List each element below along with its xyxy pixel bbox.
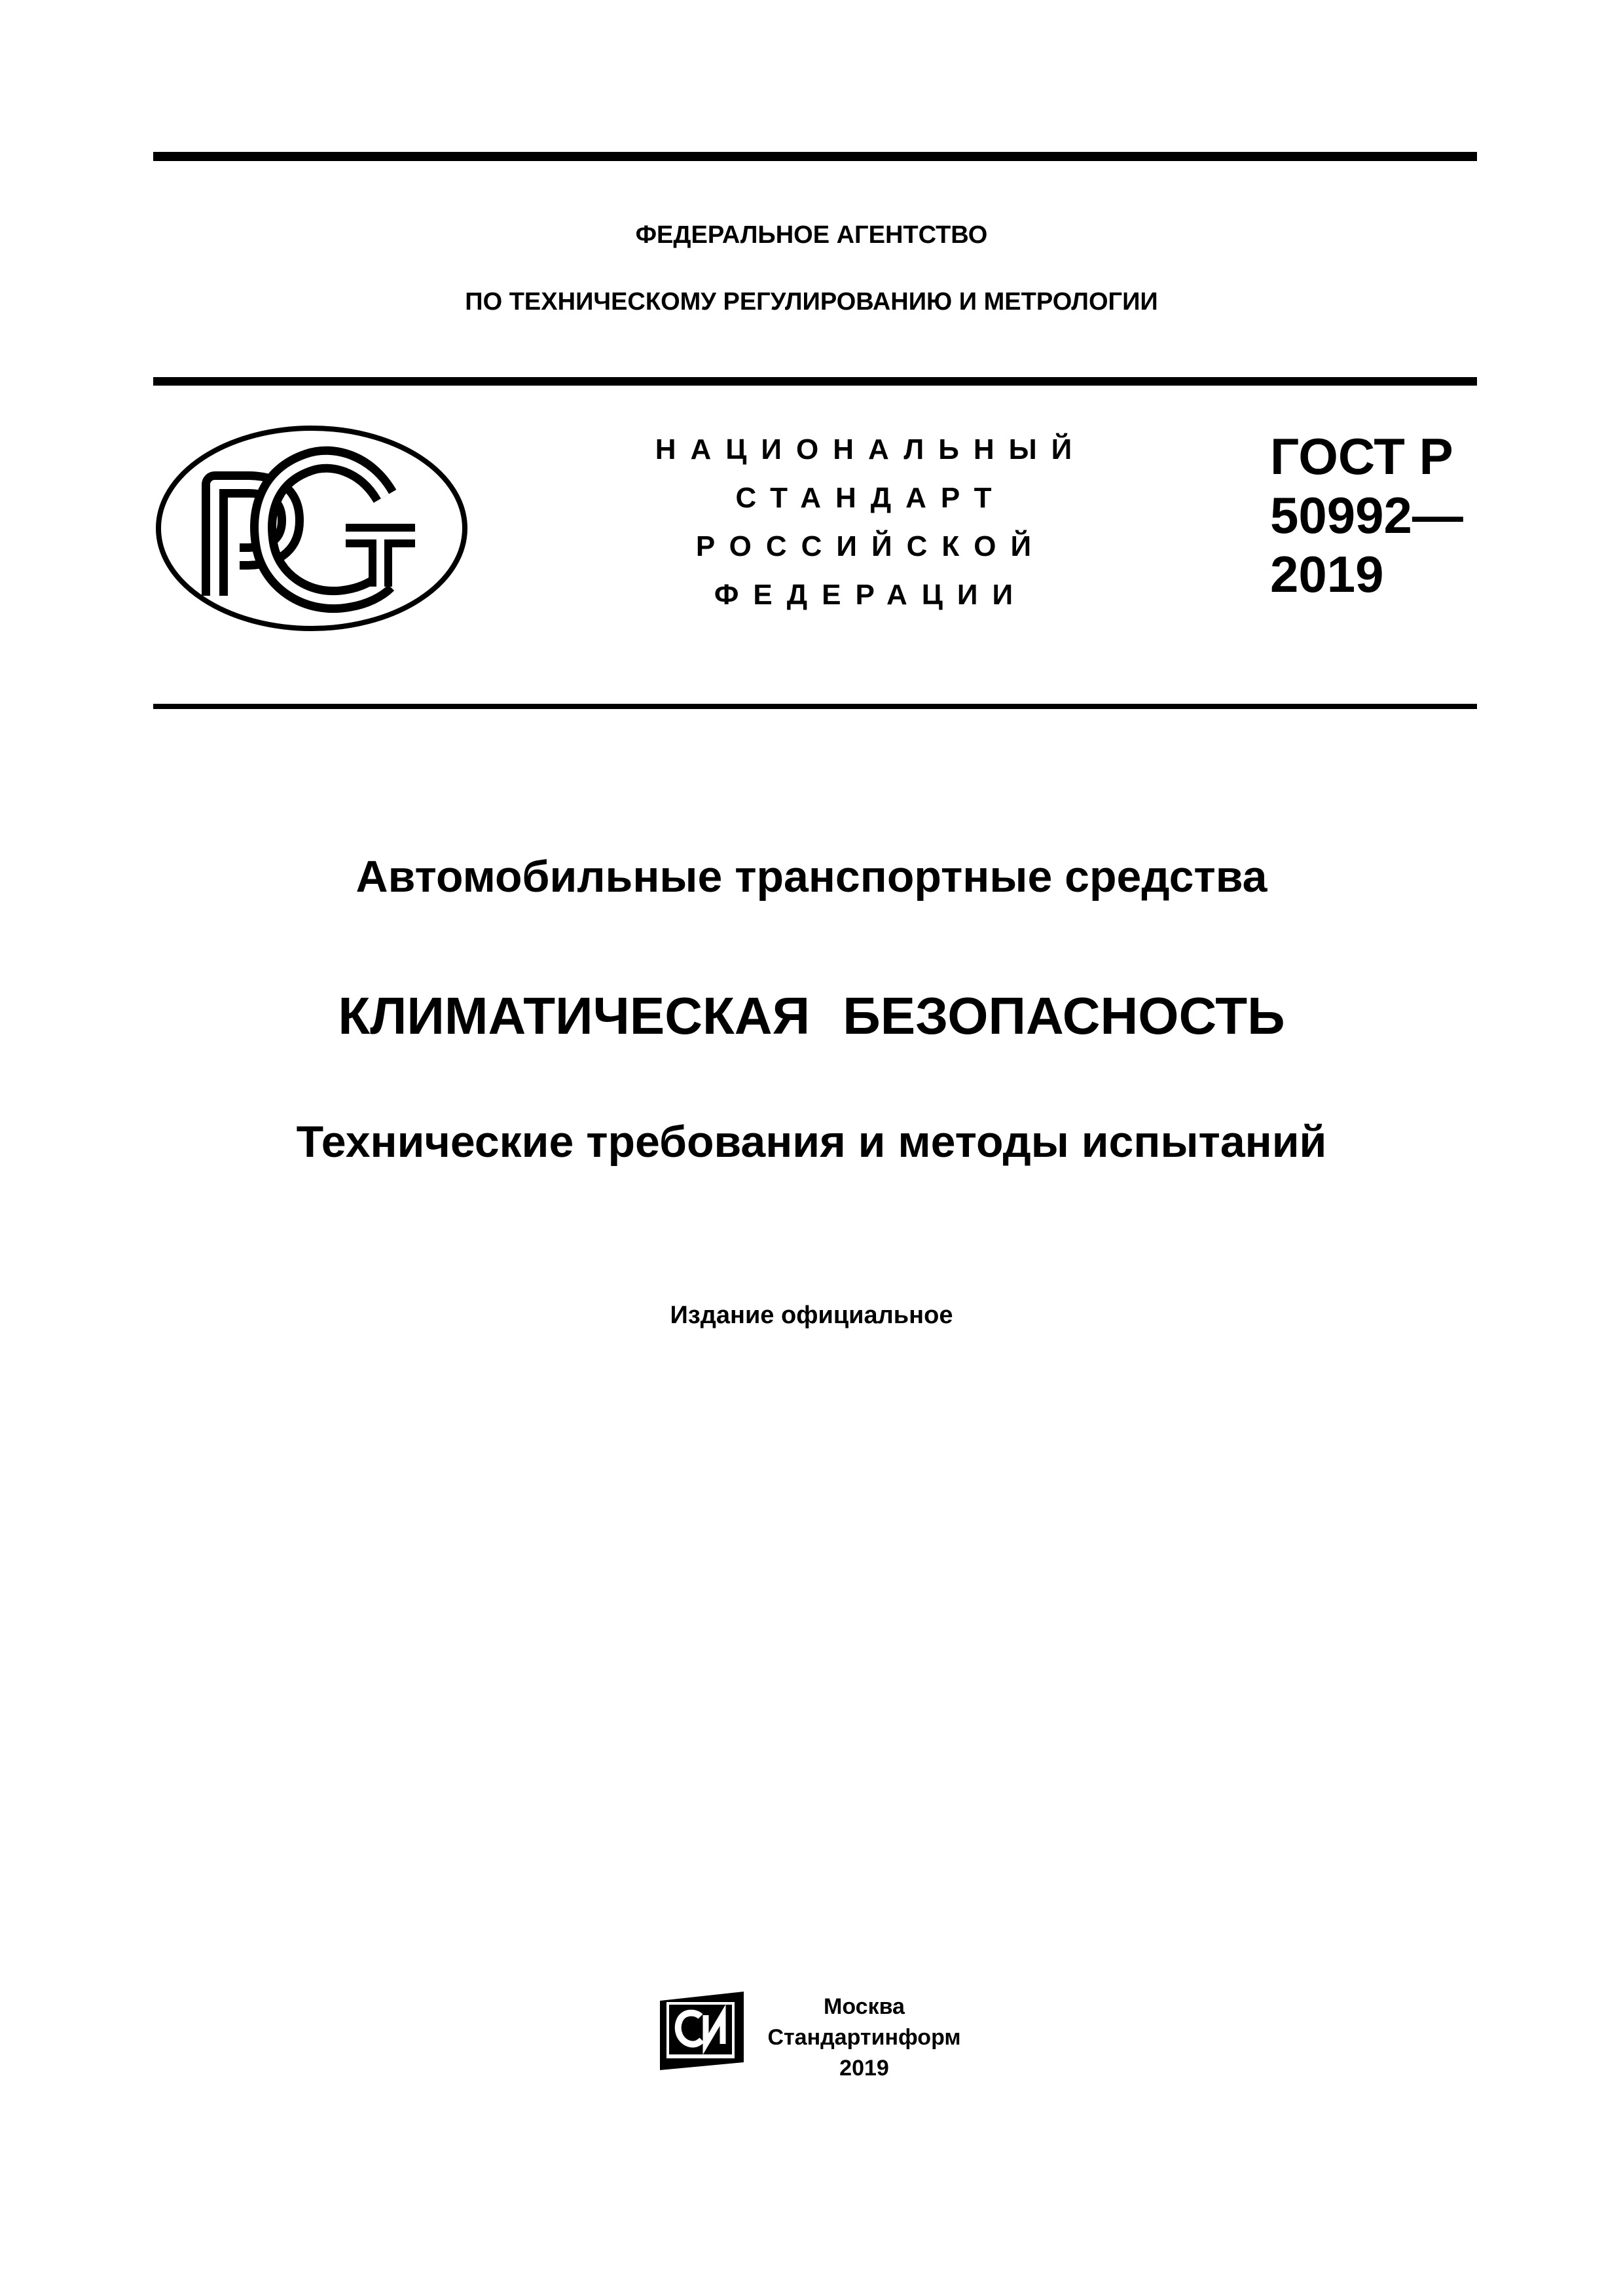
national-standard-line-1: НАЦИОНАЛЬНЫЙ [655, 433, 1087, 465]
document-title-line-2: КЛИМАТИЧЕСКАЯ БЕЗОПАСНОСТЬ [338, 987, 1285, 1045]
national-standard-line-3: РОССИЙСКОЙ [695, 530, 1046, 562]
standartinform-logo-icon [657, 1989, 746, 2073]
designation-line-2: 50992— [1270, 486, 1463, 544]
publisher-name: Стандартинформ [767, 2025, 961, 2050]
national-standard-label [629, 426, 1113, 619]
national-standard-line-4: ФЕДЕРАЦИИ [714, 579, 1028, 611]
publisher-city: Москва [824, 1994, 905, 2019]
header-rule [153, 377, 1477, 386]
edition-note: Издание официальное [670, 1302, 953, 1329]
agency-name-line-2: ПО ТЕХНИЧЕСКОМУ РЕГУЛИРОВАНИЮ И МЕТРОЛОГИИ [465, 288, 1158, 316]
top-rule [153, 152, 1477, 161]
designation-line-3: 2019 [1270, 545, 1384, 603]
document-title-line-3: Технические требования и методы испытаний [296, 1117, 1327, 1167]
national-standard-line-2: СТАНДАРТ [735, 482, 1006, 514]
standard-designation [1270, 427, 1480, 604]
designation-line-1: ГОСТ Р [1270, 428, 1453, 485]
rst-logo-icon [155, 424, 469, 632]
header-bottom-rule [153, 704, 1477, 709]
document-title-line-1: Автомобильные транспортные средства [356, 852, 1267, 902]
publication-year: 2019 [839, 2056, 889, 2081]
agency-name-line-1: ФЕДЕРАЛЬНОЕ АГЕНТСТВО [635, 221, 988, 249]
publisher-imprint [753, 1992, 976, 2084]
